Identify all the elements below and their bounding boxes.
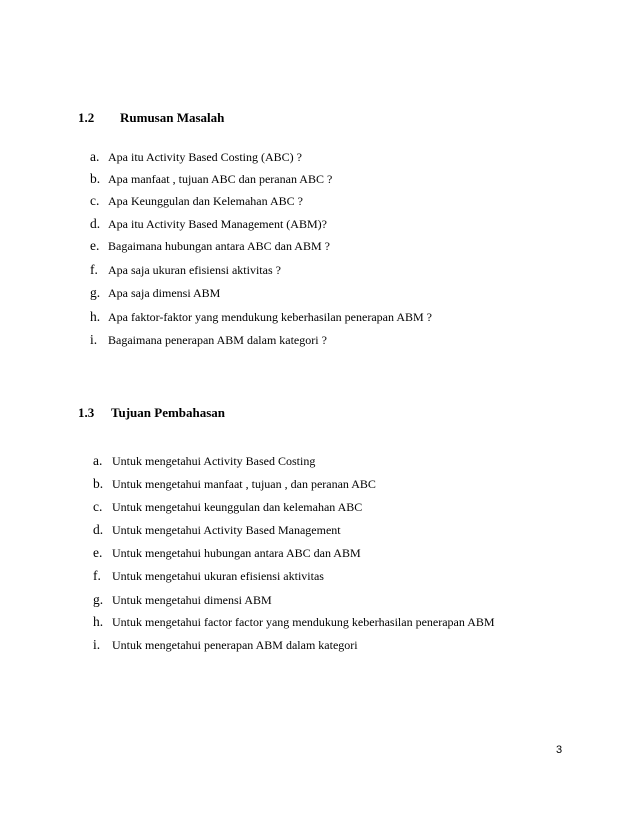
- objectives-list: [93, 454, 553, 654]
- list-marker: i.: [90, 332, 98, 347]
- list-marker: e.: [93, 545, 103, 560]
- list-marker: h.: [90, 309, 101, 324]
- section-title: Rumusan Masalah: [120, 110, 225, 125]
- list-item-text: Untuk mengetahui manfaat , tujuan , dan peranan ABC: [112, 477, 376, 491]
- list-item-text: Untuk mengetahui dimensi ABM: [112, 593, 272, 607]
- list-item-text: Apa itu Activity Based Management (ABM)?: [108, 217, 327, 231]
- section-number: 1.3: [78, 405, 95, 420]
- list-marker: a.: [90, 149, 100, 164]
- list-item-text: Bagaimana penerapan ABM dalam kategori ?: [108, 333, 327, 347]
- list-marker: e.: [90, 238, 100, 253]
- section-number: 1.2: [78, 110, 95, 125]
- list-marker: h.: [93, 614, 104, 629]
- list-marker: f.: [93, 568, 101, 583]
- page-number: 3: [556, 744, 563, 756]
- list-marker: d.: [90, 216, 101, 231]
- section-heading-1-2: [78, 110, 278, 126]
- list-item-text: Apa saja ukuran efisiensi aktivitas ?: [108, 263, 281, 277]
- list-item-text: Untuk mengetahui ukuran efisiensi aktivitas: [112, 569, 324, 583]
- list-marker: g.: [90, 285, 101, 300]
- list-item-text: Untuk mengetahui Activity Based Management: [112, 523, 341, 537]
- list-marker: b.: [93, 476, 104, 491]
- list-item-text: Apa manfaat , tujuan ABC dan peranan ABC ?: [108, 172, 333, 186]
- problem-list: [90, 150, 550, 350]
- list-marker: i.: [93, 637, 101, 652]
- list-item-text: Apa saja dimensi ABM: [108, 286, 221, 300]
- list-item-text: Untuk mengetahui keunggulan dan kelemahan ABC: [112, 500, 363, 514]
- list-item-text: Untuk mengetahui penerapan ABM dalam kategori: [112, 638, 358, 652]
- list-item-text: Untuk mengetahui hubungan antara ABC dan ABM: [112, 546, 361, 560]
- list-item-text: Bagaimana hubungan antara ABC dan ABM ?: [108, 239, 330, 253]
- list-item-text: Apa Keunggulan dan Kelemahan ABC ?: [108, 194, 303, 208]
- list-marker: a.: [93, 453, 103, 468]
- list-marker: c.: [93, 499, 103, 514]
- section-heading-1-3: [78, 405, 278, 421]
- list-item-text: Untuk mengetahui factor factor yang mendukung keberhasilan penerapan ABM: [112, 615, 495, 629]
- list-marker: d.: [93, 522, 104, 537]
- list-item-text: Apa faktor-faktor yang mendukung keberhasilan penerapan ABM ?: [108, 310, 432, 324]
- list-item-text: Apa itu Activity Based Costing (ABC) ?: [108, 150, 302, 164]
- list-marker: c.: [90, 193, 100, 208]
- list-marker: g.: [93, 592, 104, 607]
- section-title: Tujuan Pembahasan: [111, 405, 226, 420]
- list-marker: b.: [90, 171, 101, 186]
- list-item-text: Untuk mengetahui Activity Based Costing: [112, 454, 316, 468]
- list-marker: f.: [90, 262, 98, 277]
